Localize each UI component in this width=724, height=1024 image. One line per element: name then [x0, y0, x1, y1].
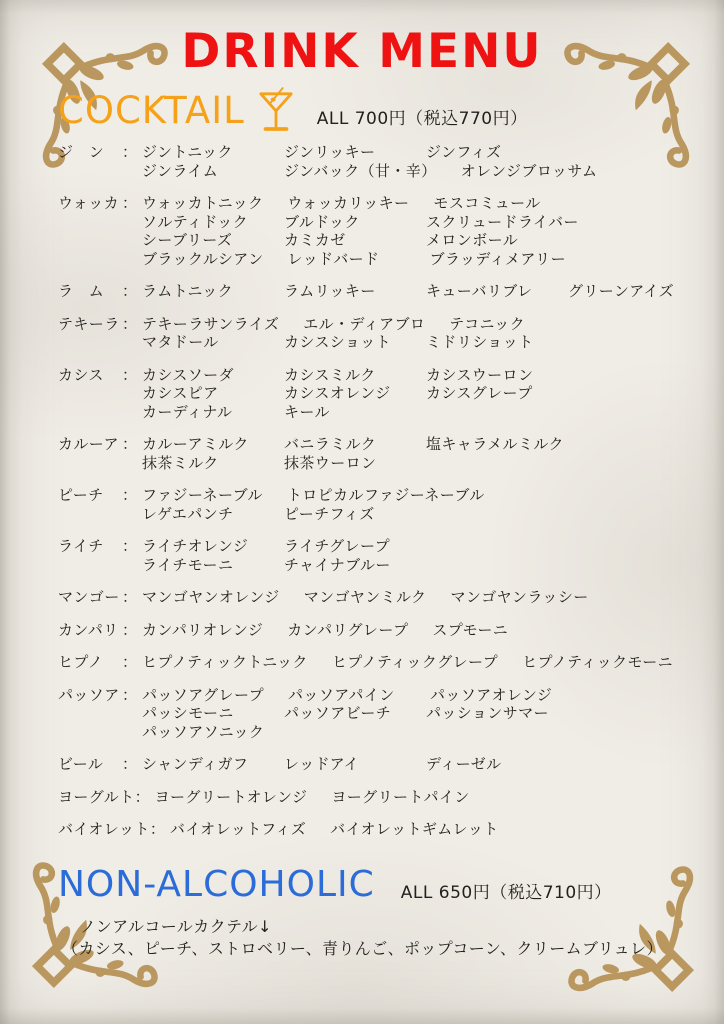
- drink-item: ジンバック（甘・辛）: [284, 161, 437, 180]
- category-row: [58, 588, 714, 607]
- category-label: パッソア: [58, 685, 120, 704]
- category-row: [58, 143, 714, 180]
- drink-item: ラムリッキー: [284, 282, 376, 300]
- category-colon: ：: [134, 787, 150, 806]
- category-label: ウォッカ: [58, 194, 120, 212]
- category-label: ビール: [58, 755, 104, 773]
- drink-item: 塩キャラメルミルク: [426, 435, 564, 453]
- non-alcoholic-note: [62, 916, 663, 960]
- drink-item: マンゴヤンラッシー: [450, 588, 589, 606]
- drink-item: ソルティドック: [142, 212, 249, 231]
- drink-item: バニラミルク: [284, 435, 377, 453]
- drink-item: テキーラサンライズ: [142, 314, 280, 333]
- category-label: ヒプノ: [58, 653, 104, 671]
- drink-line: [155, 788, 714, 807]
- category-label: ラ ム: [58, 282, 105, 300]
- category-row: [58, 282, 714, 301]
- drink-item: キューバリブレ: [426, 282, 533, 300]
- drink-line: [142, 384, 714, 403]
- category-lines: [142, 588, 714, 607]
- category-lines: [142, 755, 714, 774]
- drink-item: ウォッカトニック: [142, 194, 264, 212]
- category-colon: ：: [122, 486, 138, 504]
- category-row: [58, 486, 714, 523]
- drink-line: [142, 143, 714, 162]
- drink-item: パッションサマー: [426, 704, 549, 722]
- category-colon: ：: [122, 755, 138, 773]
- drink-item: カシスグレープ: [426, 384, 533, 402]
- drink-item: パッソアパイン: [288, 685, 395, 704]
- drink-item: チャイナブルー: [284, 555, 391, 574]
- category-lines: [142, 621, 714, 640]
- drink-item: ディーゼル: [426, 755, 502, 773]
- drink-item: バイオレットフィズ: [169, 820, 307, 838]
- drink-line: [142, 686, 714, 705]
- category-row: [58, 366, 714, 422]
- category-label: バイオレット: [58, 820, 150, 838]
- drink-line: [142, 621, 714, 640]
- category-label: ライチ: [58, 537, 104, 555]
- category-colon: ：: [122, 282, 138, 300]
- drink-item: ブラックルシアン: [142, 249, 264, 268]
- drink-line: [142, 162, 714, 181]
- drink-item: ブルドック: [284, 212, 360, 231]
- drink-line: [142, 435, 714, 454]
- category-lines: [142, 486, 714, 523]
- category-colon: ：: [122, 143, 138, 161]
- drink-item: ヨーグリートパイン: [331, 787, 470, 806]
- drink-item: ヒプノティックモーニ: [522, 653, 674, 671]
- drink-item: ウォッカリッキー: [287, 194, 410, 212]
- drink-line: [142, 333, 714, 352]
- category-colon: ：: [122, 365, 138, 384]
- drink-item: カシスウーロン: [426, 365, 534, 384]
- non-alcoholic-heading: NON-ALCOHOLIC: [58, 863, 375, 905]
- category-row: [58, 686, 714, 742]
- drink-line: [142, 194, 714, 213]
- drink-item: パッソアオレンジ: [430, 685, 553, 704]
- category-colon: ：: [122, 588, 138, 606]
- non-alcoholic-section-header: [58, 863, 612, 905]
- drink-item: ヒプノティックトニック: [142, 653, 308, 671]
- drink-item: カシスソーダ: [142, 365, 234, 384]
- drink-item: トロピカルファジーネーブル: [286, 486, 485, 504]
- drink-line: [142, 366, 714, 385]
- category-colon: ：: [122, 620, 138, 639]
- category-lines: [142, 194, 714, 268]
- drink-item: キール: [284, 402, 330, 421]
- page-title: DRINK MENU: [181, 24, 543, 79]
- non-alcoholic-note-line2: （カシス、ピーチ、ストロベリー、青りんご、ポップコーン、クリームブリュレ）: [62, 939, 663, 958]
- category-colon: ：: [122, 653, 138, 671]
- category-lines: [142, 282, 714, 301]
- drink-item: カシスショット: [284, 333, 392, 351]
- drink-item: ファジーネーブル: [142, 486, 263, 504]
- drink-item: カシスピア: [142, 384, 219, 402]
- drink-item: ミドリショット: [426, 333, 534, 351]
- drink-line: [142, 282, 714, 301]
- drink-item: 抹茶ウーロン: [284, 453, 377, 472]
- drink-item: カシスオレンジ: [284, 384, 391, 402]
- category-label: ジ ン: [58, 143, 105, 161]
- category-colon: ：: [149, 820, 166, 838]
- drink-item: 抹茶ミルク: [142, 453, 219, 472]
- drink-item: スプモーニ: [432, 620, 509, 639]
- category-lines: [142, 686, 714, 742]
- non-alcoholic-price: ALL 650円（税込710円）: [400, 883, 612, 903]
- drink-item: メロンボール: [426, 231, 519, 249]
- drink-item: エル・ディアブロ: [303, 314, 426, 333]
- drink-line: [142, 213, 714, 232]
- drink-item: ジンライム: [142, 161, 219, 180]
- category-row: [58, 653, 714, 672]
- drink-item: ライチグレープ: [284, 537, 391, 555]
- drink-line: [142, 231, 714, 250]
- drink-line: [142, 704, 714, 723]
- non-alcoholic-note-line1: ノンアルコールカクテル↓: [80, 917, 272, 936]
- drink-item: ライチモーニ: [142, 555, 234, 574]
- drink-item: カルーアミルク: [142, 435, 249, 453]
- category-lines: [142, 366, 714, 422]
- drink-item: マンゴヤンオレンジ: [142, 588, 280, 606]
- drink-line: [170, 820, 714, 839]
- cocktail-price: ALL 700円（税込770円）: [316, 108, 528, 129]
- category-row: [58, 537, 714, 574]
- category-row: [58, 621, 714, 640]
- drink-line: [142, 588, 714, 607]
- drink-item: バイオレットギムレット: [330, 820, 499, 838]
- drink-item: シーブリーズ: [142, 231, 233, 249]
- category-row: [58, 194, 714, 268]
- category-row: [58, 788, 714, 807]
- drink-item: シャンディガフ: [142, 755, 249, 773]
- category-lines: [142, 315, 714, 352]
- category-label: カンパリ: [58, 620, 119, 639]
- drink-item: オレンジブロッサム: [460, 161, 598, 180]
- drink-line: [142, 755, 714, 774]
- drink-item: カシスミルク: [284, 365, 376, 384]
- drink-item: グリーンアイズ: [568, 282, 675, 300]
- drink-line: [142, 454, 714, 473]
- category-label: テキーラ: [58, 314, 120, 333]
- category-lines: [142, 435, 714, 472]
- cocktail-section-header: [58, 86, 528, 134]
- drink-item: マンゴヤンミルク: [303, 588, 427, 606]
- drink-item: ジンリッキー: [284, 143, 376, 161]
- drink-item: ヒプノティックグレープ: [331, 653, 499, 671]
- drink-item: カンパリオレンジ: [142, 620, 264, 639]
- drink-item: スクリュードライバー: [426, 212, 579, 231]
- drink-item: レッドバード: [287, 249, 380, 268]
- drink-item: レッドアイ: [284, 755, 360, 773]
- drink-item: ジントニック: [142, 143, 233, 161]
- category-lines: [170, 820, 714, 839]
- drink-line: [142, 403, 714, 422]
- drink-line: [142, 505, 714, 524]
- drink-item: ライチオレンジ: [142, 537, 249, 555]
- category-row: [58, 435, 714, 472]
- drink-line: [142, 486, 714, 505]
- category-row: [58, 755, 714, 774]
- category-lines: [155, 788, 714, 807]
- drink-item: カンパリグレープ: [287, 620, 409, 639]
- category-label: ヨーグルト: [58, 787, 135, 806]
- cocktail-category-list: [58, 143, 714, 853]
- drink-item: カミカゼ: [284, 231, 346, 249]
- drink-item: レゲエパンチ: [142, 504, 234, 523]
- drink-item: ピーチフィズ: [284, 504, 375, 523]
- category-label: ピーチ: [58, 486, 104, 504]
- cocktail-heading: COCKTAIL: [58, 88, 245, 132]
- drink-item: ジンフィズ: [426, 143, 502, 161]
- drink-item: モスコミュール: [433, 194, 541, 212]
- category-colon: ：: [122, 314, 138, 333]
- category-lines: [142, 537, 714, 574]
- category-row: [58, 315, 714, 352]
- drink-item: ヨーグリートオレンジ: [154, 787, 308, 806]
- drink-line: [142, 653, 714, 672]
- category-colon: ：: [122, 685, 138, 704]
- drink-item: パッソアビーチ: [284, 704, 392, 722]
- category-colon: ：: [122, 435, 138, 453]
- category-label: カルーア: [58, 435, 119, 453]
- drink-line: [142, 315, 714, 334]
- drink-line: [142, 250, 714, 269]
- drink-item: テコニック: [449, 314, 526, 333]
- drink-item: ブラッディメアリー: [429, 249, 566, 268]
- drink-line: [142, 723, 714, 742]
- martini-glass-icon: [257, 86, 295, 134]
- drink-line: [142, 537, 714, 556]
- category-lines: [142, 143, 714, 180]
- drink-item: マタドール: [142, 333, 219, 351]
- category-label: マンゴー: [58, 588, 120, 606]
- category-row: [58, 820, 714, 839]
- category-colon: ：: [122, 537, 138, 555]
- category-lines: [142, 653, 714, 672]
- drink-item: パッシモーニ: [142, 704, 234, 722]
- drink-line: [142, 556, 714, 575]
- drink-item: パッソアソニック: [142, 722, 265, 741]
- drink-item: ラムトニック: [142, 282, 234, 300]
- category-colon: ：: [122, 194, 138, 212]
- category-label: カシス: [58, 365, 104, 384]
- drink-item: カーディナル: [142, 402, 233, 421]
- drink-item: パッソアグレープ: [142, 685, 265, 704]
